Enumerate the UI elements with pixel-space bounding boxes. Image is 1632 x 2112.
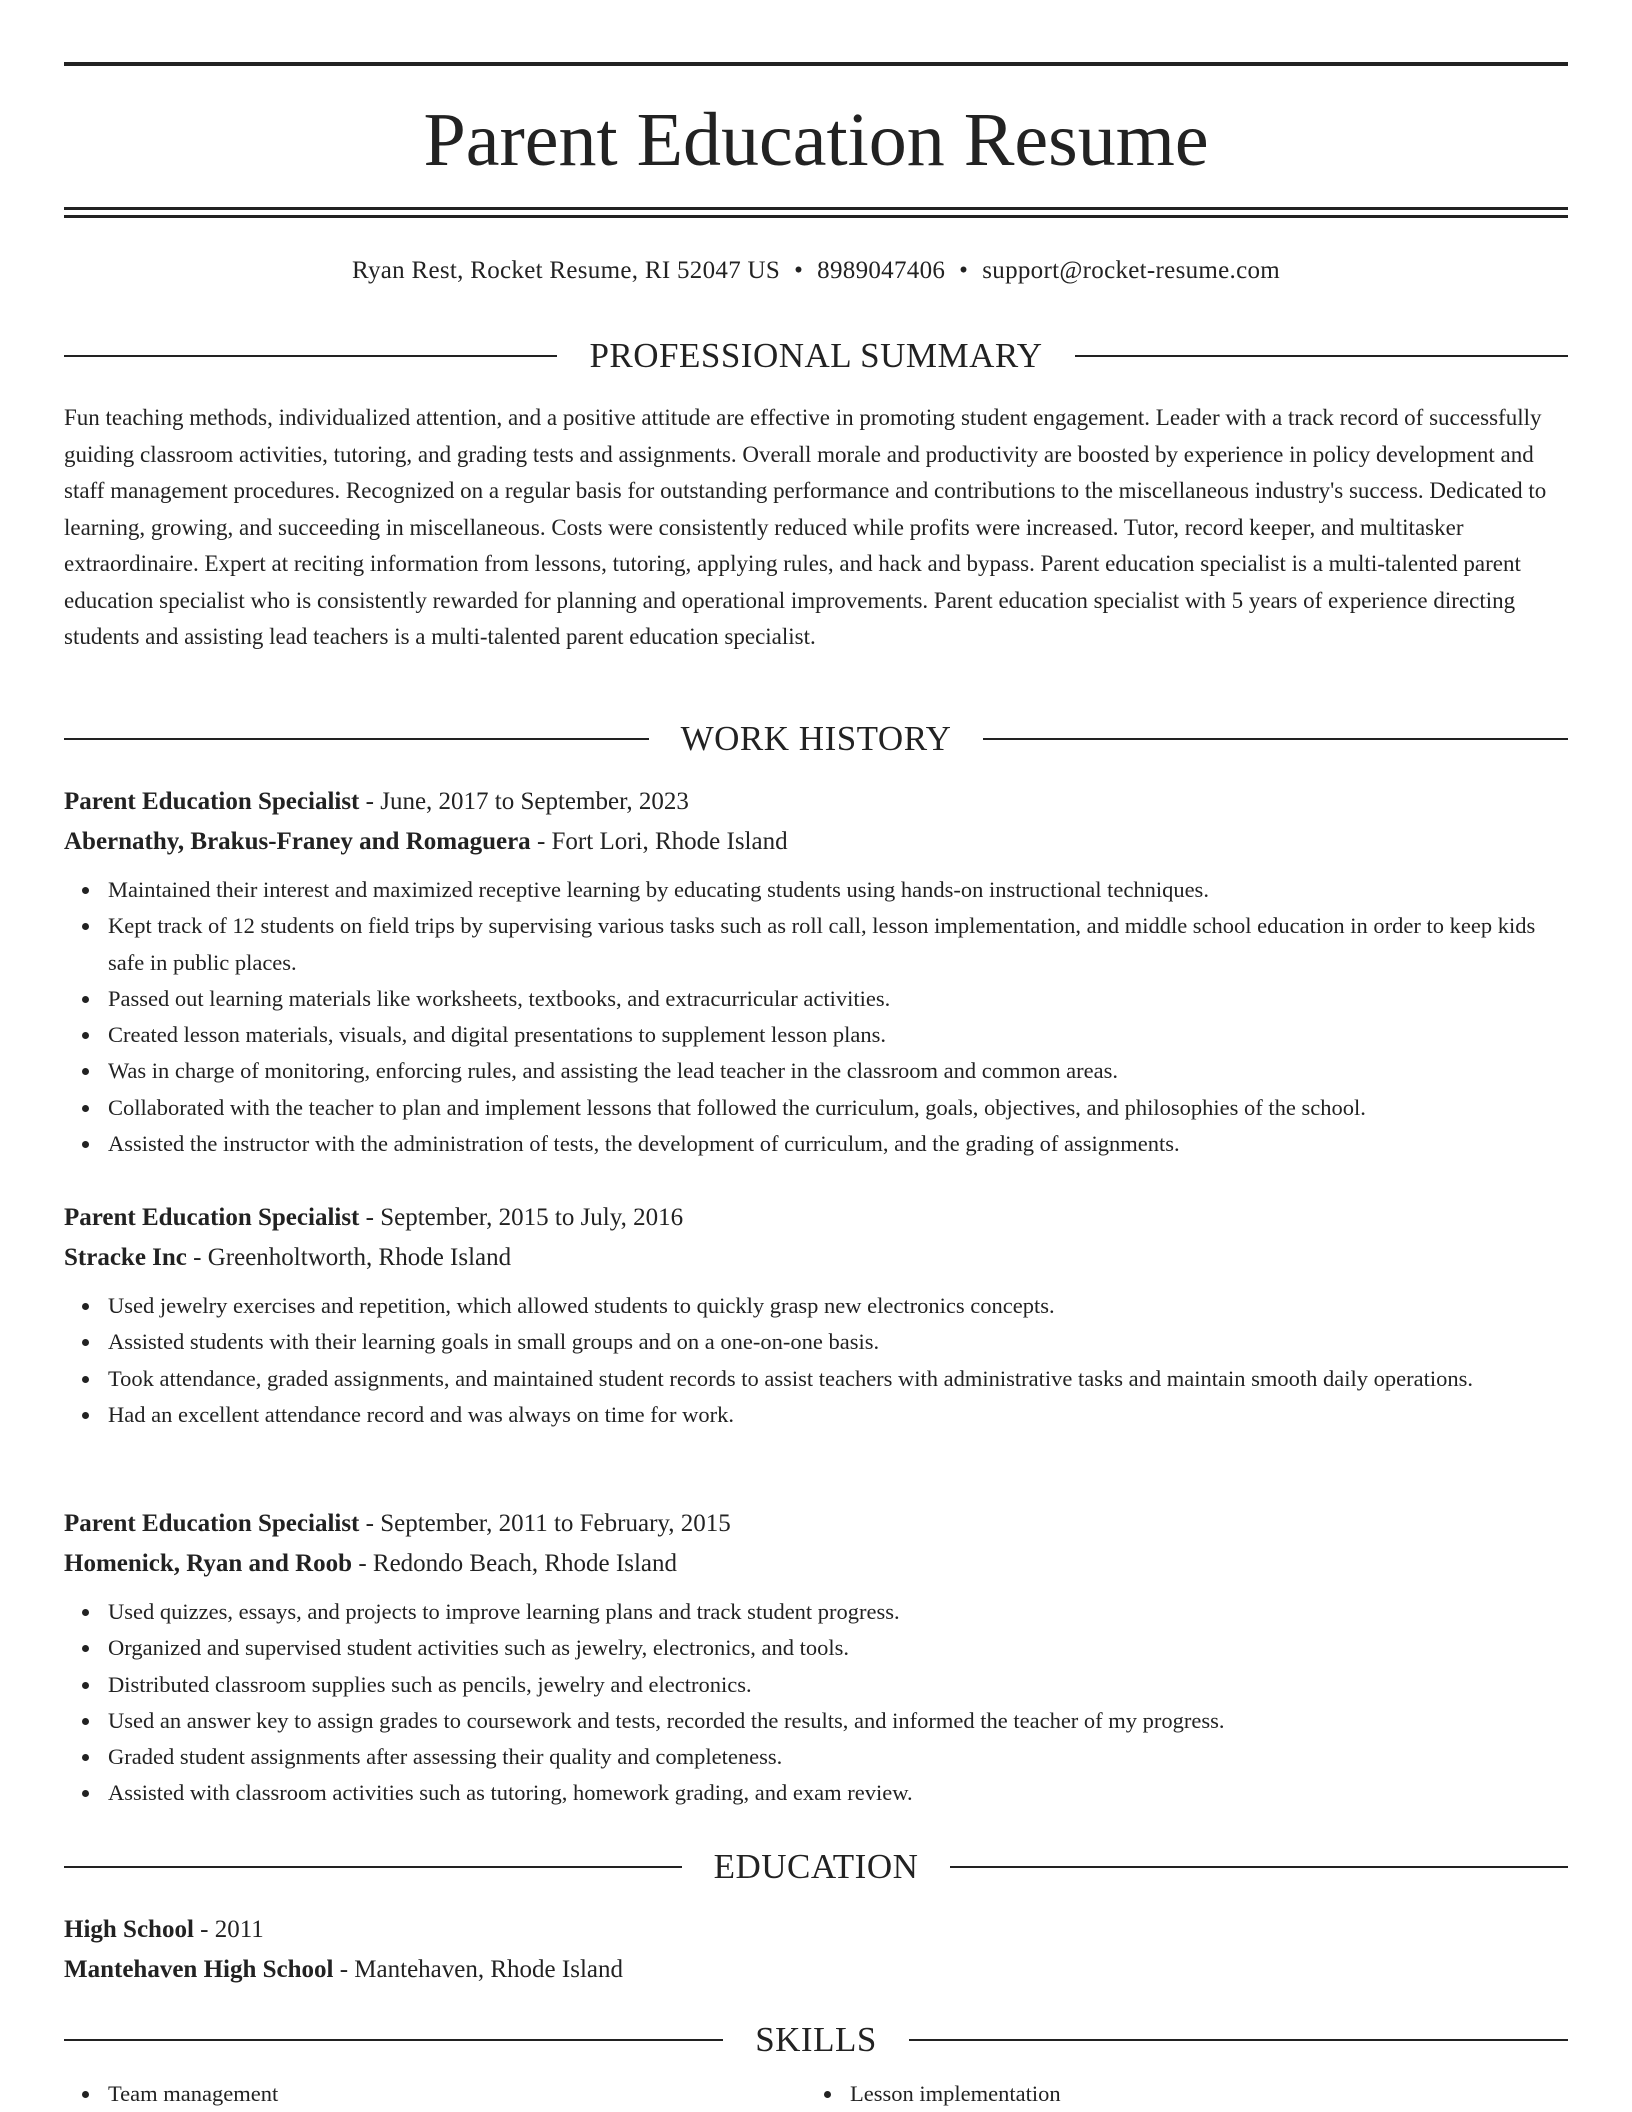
- contact-separator: •: [959, 257, 969, 284]
- job-bullet: Used jewelry exercises and repetition, which allowed students to quickly grasp new electronics concepts.: [108, 1288, 1568, 1324]
- title-rule-upper: [64, 207, 1568, 210]
- job-entry: [64, 1198, 1568, 1433]
- section-title: EDUCATION: [713, 1847, 919, 1886]
- skill-item: Lesson implementation: [850, 2076, 1548, 2112]
- education-degree: High School: [64, 1916, 194, 1943]
- education-year: - 2011: [193, 1916, 264, 1943]
- job-title: Parent Education Specialist: [64, 1204, 360, 1231]
- section-title: SKILLS: [755, 2020, 877, 2059]
- heading-rule: [1075, 355, 1568, 357]
- job-bullet: Used an answer key to assign grades to coursework and tests, recorded the results, and informed the teacher of my progress.: [108, 1703, 1568, 1739]
- job-bullet: Collaborated with the teacher to plan and implement lessons that followed the curriculum, goals, objectives, and philosophies of the school.: [108, 1090, 1568, 1126]
- heading-rule: [909, 2039, 1568, 2041]
- job-bullets: [64, 872, 1568, 1162]
- heading-rule: [64, 1866, 682, 1868]
- education-degree-line: [64, 1910, 1568, 1950]
- summary-text: Fun teaching methods, individualized attention, and a positive attitude are effective in promoting student engagement. Leader with a track record of successfully guiding classroom activities, tutoring, and grading tests and assignments. Overall morale and productivity are boosted by experience in policy development and staff management procedures. Recognized on a regular basis for outstanding performance and contributions to the miscellaneous industry's success. Dedicated to learning, growing, and succeeding in miscellaneous. Costs were consistently reduced while profits were increased. Tutor, record keeper, and multitasker extraordinaire. Expert at reciting information from lessons, tutoring, applying rules, and hack and bypass. Parent education specialist is a multi-talented parent education specialist who is consistently rewarded for planning and operational improvements. Parent education specialist with 5 years of experience directing students and assisting lead teachers is a multi-talented parent education specialist.: [64, 405, 1547, 649]
- job-bullet: Took attendance, graded assignments, and maintained student records to assist teachers with administrative tasks and maintain smooth daily operations.: [108, 1361, 1568, 1397]
- job-bullet: Distributed classroom supplies such as pencils, jewelry and electronics.: [108, 1667, 1568, 1703]
- job-company-line: [64, 1544, 1568, 1584]
- contact-phone: 8989047406: [817, 257, 946, 284]
- page-title: Parent Education Resume: [423, 98, 1209, 182]
- contact-email: support@rocket-resume.com: [982, 257, 1281, 284]
- job-entry: [64, 1504, 1568, 1812]
- job-bullet: Organized and supervised student activities such as jewelry, electronics, and tools.: [108, 1630, 1568, 1666]
- job-entry: [64, 782, 1568, 1162]
- section-summary-heading: [64, 336, 1568, 376]
- contact-line: [64, 254, 1568, 288]
- job-bullet: Created lesson materials, visuals, and digital presentations to supplement lesson plans.: [108, 1017, 1568, 1053]
- skills-column-left: [64, 2076, 806, 2112]
- job-location: - Redondo Beach, Rhode Island: [352, 1550, 677, 1577]
- job-title: Parent Education Specialist: [64, 788, 360, 815]
- heading-rule: [64, 2039, 723, 2041]
- skill-item: Team management: [108, 2076, 806, 2112]
- contact-separator: •: [794, 257, 804, 284]
- job-company: Stracke Inc: [64, 1244, 187, 1271]
- job-company-line: [64, 822, 1568, 862]
- heading-rule: [950, 1866, 1568, 1868]
- section-title: PROFESSIONAL SUMMARY: [589, 336, 1043, 375]
- education-school-line: [64, 1950, 1568, 1990]
- job-bullet: Had an excellent attendance record and was always on time for work.: [108, 1397, 1568, 1433]
- section-education-heading: [64, 1847, 1568, 1887]
- job-bullet: Maintained their interest and maximized receptive learning by educating students using hands-on instructional techniques.: [108, 872, 1568, 908]
- job-dates: - September, 2011 to February, 2015: [359, 1510, 731, 1537]
- skills-list: [64, 2076, 1568, 2112]
- job-bullets: [64, 1594, 1568, 1812]
- education-entry: [64, 1910, 1568, 1990]
- job-title-line: [64, 1198, 1568, 1238]
- job-bullet: Passed out learning materials like worksheets, textbooks, and extracurricular activities.: [108, 981, 1568, 1017]
- education-location: - Mantehaven, Rhode Island: [333, 1956, 623, 1983]
- heading-rule: [64, 355, 557, 357]
- job-title: Parent Education Specialist: [64, 1510, 360, 1537]
- job-title-line: [64, 782, 1568, 822]
- job-dates: - June, 2017 to September, 2023: [359, 788, 689, 815]
- job-bullets: [64, 1288, 1568, 1433]
- job-company-line: [64, 1238, 1568, 1278]
- job-bullet: Was in charge of monitoring, enforcing rules, and assisting the lead teacher in the classroom and common areas.: [108, 1053, 1568, 1089]
- job-location: - Greenholtworth, Rhode Island: [186, 1244, 512, 1271]
- job-bullet: Graded student assignments after assessing their quality and completeness.: [108, 1739, 1568, 1775]
- heading-rule: [983, 738, 1568, 740]
- contact-address: Ryan Rest, Rocket Resume, RI 52047 US: [351, 257, 781, 284]
- job-title-line: [64, 1504, 1568, 1544]
- title-rule-lower: [64, 215, 1568, 218]
- section-skills-heading: [64, 2020, 1568, 2060]
- section-title: WORK HISTORY: [680, 719, 952, 758]
- job-bullet: Used quizzes, essays, and projects to improve learning plans and track student progress.: [108, 1594, 1568, 1630]
- heading-rule: [64, 738, 649, 740]
- job-company: Abernathy, Brakus-Franey and Romaguera: [64, 828, 531, 855]
- job-bullet: Assisted students with their learning goals in small groups and on a one-on-one basis.: [108, 1324, 1568, 1360]
- job-bullet: Kept track of 12 students on field trips by supervising various tasks such as roll call, lesson implementation, and middle school education in order to keep kids safe in public places.: [108, 908, 1568, 981]
- job-dates: - September, 2015 to July, 2016: [359, 1204, 684, 1231]
- top-rule: [64, 62, 1568, 66]
- job-bullet: Assisted with classroom activities such as tutoring, homework grading, and exam review.: [108, 1775, 1568, 1811]
- job-company: Homenick, Ryan and Roob: [64, 1550, 353, 1577]
- job-bullet: Assisted the instructor with the administration of tests, the development of curriculum, and the grading of assignments.: [108, 1126, 1568, 1162]
- job-location: - Fort Lori, Rhode Island: [530, 828, 788, 855]
- education-school: Mantehaven High School: [64, 1956, 334, 1983]
- section-work-heading: [64, 719, 1568, 759]
- skills-column-right: [806, 2076, 1548, 2112]
